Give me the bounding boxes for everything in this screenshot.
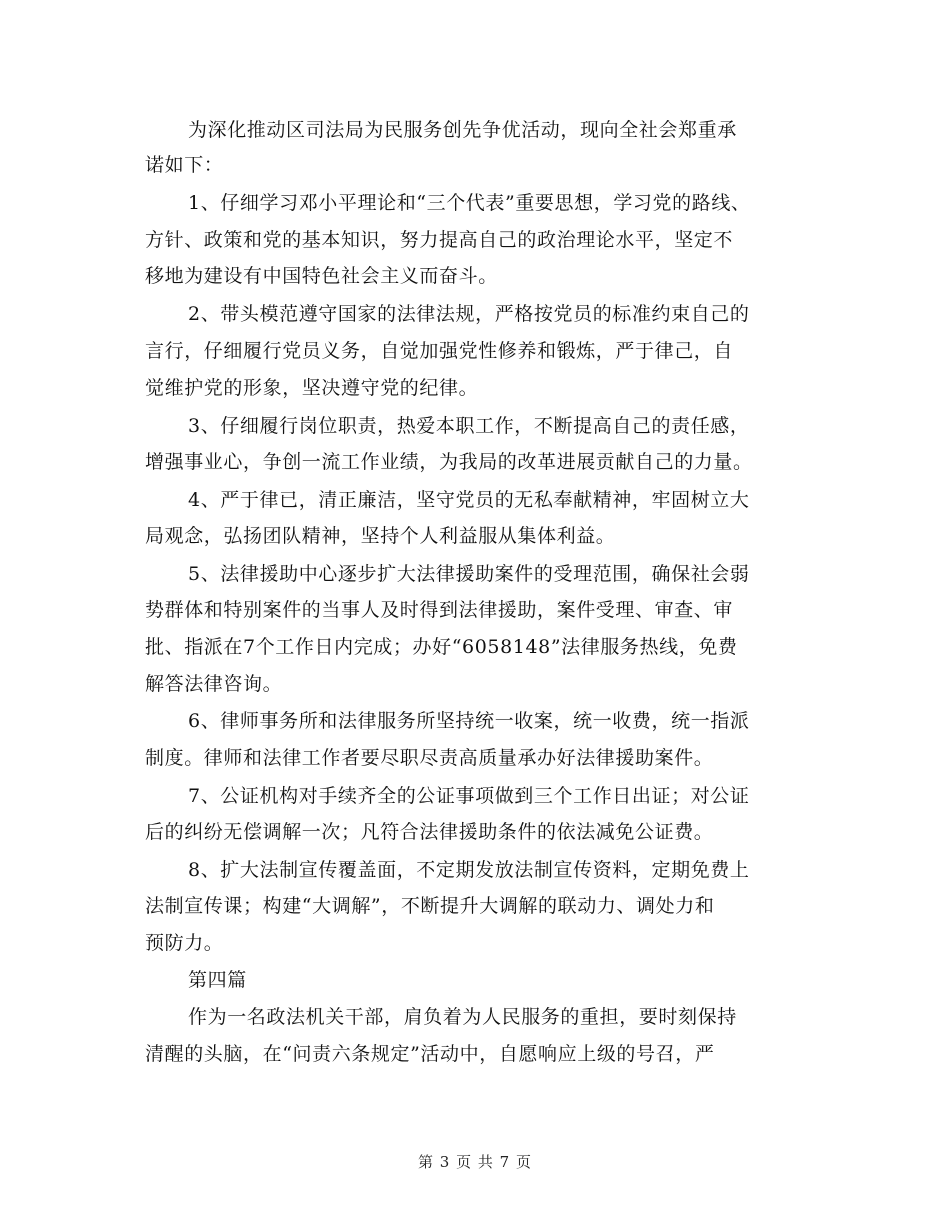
text-line: 7、公证机构对手续齐全的公证事项做到三个工作日出证；对公证 (188, 785, 750, 807)
page-number-footer: 第 3 页 共 7 页 (418, 1153, 532, 1171)
text-line: 6、律师事务所和法律服务所坚持统一收案，统一收费，统一指派 (188, 710, 750, 732)
text-line: 3、仔细履行岗位职责，热爱本职工作，不断提高自己的责任感， (188, 415, 750, 437)
text-line: 移地为建设有中国特色社会主义而奋斗。 (145, 265, 498, 287)
text-line: 后的纠纷无偿调解一次；凡符合法律援助条件的依法减免公证费。 (145, 821, 714, 843)
text-line: 势群体和特别案件的当事人及时得到法律援助，案件受理、审查、审 (145, 599, 734, 621)
section-heading: 第四篇 (188, 969, 247, 991)
text-line: 2、带头模范遵守国家的法律法规，严格按党员的标准约束自己的 (188, 303, 750, 325)
text-line: 局观念，弘扬团队精神，坚持个人利益服从集体利益。 (145, 525, 616, 547)
text-line: 5、法律援助中心逐步扩大法律援助案件的受理范围，确保社会弱 (188, 563, 750, 585)
text-line: 增强事业心，争创一流工作业绩，为我局的改革进展贡献自己的力量。 (145, 451, 753, 473)
text-line: 为深化推动区司法局为民服务创先争优活动，现向全社会郑重承 (188, 119, 737, 141)
text-line: 1、仔细学习邓小平理论和“三个代表”重要思想，学习党的路线、 (188, 192, 751, 214)
text-line: 批、指派在7个工作日内完成；办好“6058148”法律服务热线，免费 (145, 636, 738, 658)
text-line: 预防力。 (145, 932, 224, 954)
text-line: 法制宣传课；构建“大调解”，不断提升大调解的联动力、调处力和 (145, 895, 715, 917)
text-line: 清醒的头脑，在“问责六条规定”活动中，自愿响应上级的号召，严 (145, 1043, 715, 1065)
text-line: 诺如下： (145, 154, 224, 176)
text-line: 解答法律咨询。 (145, 673, 283, 695)
text-line: 4、严于律已，清正廉洁，坚守党员的无私奉献精神，牢固树立大 (188, 489, 750, 511)
text-line: 制度。律师和法律工作者要尽职尽责高质量承办好法律援助案件。 (145, 747, 714, 769)
text-line: 言行，仔细履行党员义务，自觉加强党性修养和锻炼，严于律己，自 (145, 340, 734, 362)
text-line: 觉维护党的形象，坚决遵守党的纪律。 (145, 377, 479, 399)
text-line: 作为一名政法机关干部，肩负着为人民服务的重担，要时刻保持 (188, 1006, 737, 1028)
text-line: 方针、政策和党的基本知识，努力提高自己的政治理论水平，坚定不 (145, 229, 734, 251)
text-line: 8、扩大法制宣传覆盖面，不定期发放法制宣传资料，定期免费上 (188, 859, 750, 881)
